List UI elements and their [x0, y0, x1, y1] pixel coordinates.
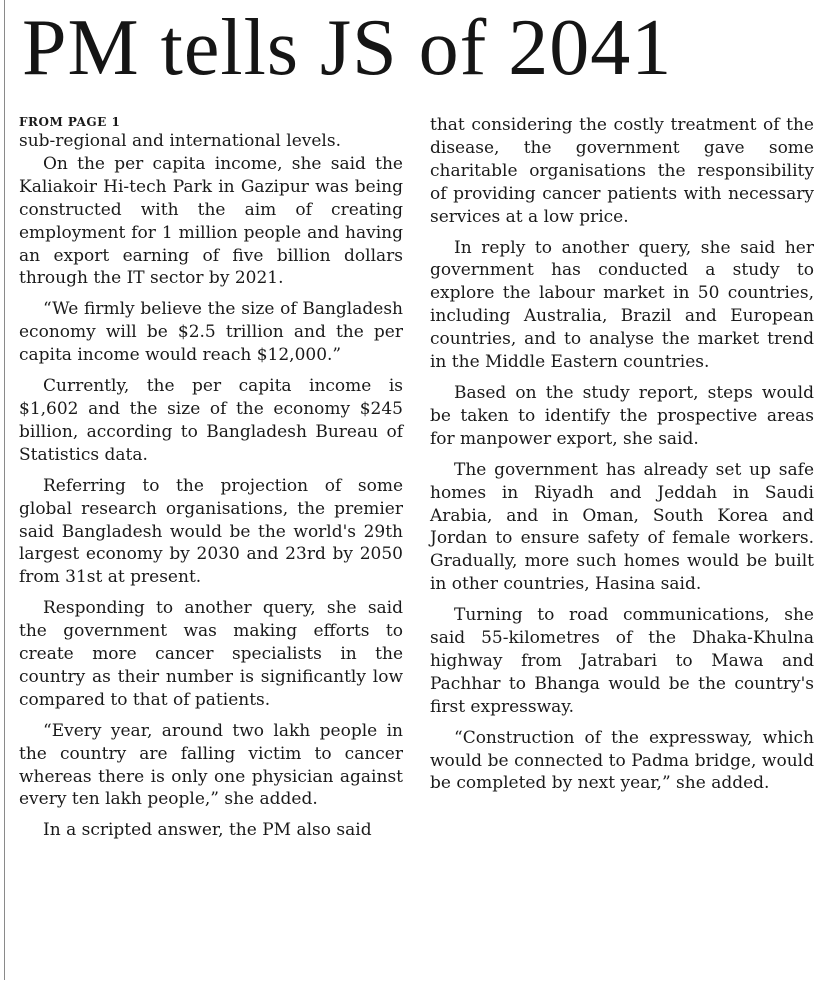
- paragraph-per-capita: Currently, the per capita income is $1,602 and the size of the economy $245 billion, according to Bangladesh Bureau of Statistics data.: [19, 376, 403, 465]
- headline: PM tells JS of 2041: [22, 4, 673, 92]
- paragraph-quote-expressway: “Construction of the expressway, which would be connected to Padma bridge, would be completed by next year,” she added.: [430, 727, 814, 794]
- paragraph-continued: sub-regional and international levels.: [19, 131, 341, 151]
- paragraph-quote-economy: “We firmly believe the size of Bangladesh economy will be $2.5 trillion and the per capita income would reach $12,000.”: [19, 299, 403, 366]
- article-column-left: [19, 114, 403, 850]
- paragraph-kaliakoir: On the per capita income, she said the Kaliakoir Hi-tech Park in Gazipur was being constructed with the aim of creating employment for 1 million people and having an export earning of five billion dollars through the IT sector by 2021.: [19, 153, 403, 289]
- paragraph-road-communications: Turning to road communications, she said 55-kilometres of the Dhaka-Khulna highway from Jatrabari to Mawa and Pachhar to Bhanga would be the country's first expressway.: [430, 605, 814, 717]
- article-column-right: [430, 114, 814, 803]
- paragraph-labour-market: In reply to another query, she said her government has conducted a study to explore the labour market in 50 countries, including Australia, Brazil and European countries, and to analyse the market trend in the Middle Eastern countries.: [430, 237, 814, 373]
- paragraph-study-report: Based on the study report, steps would be taken to identify the prospective areas for manpower export, she said.: [430, 382, 814, 449]
- paragraph-quote-cancer: “Every year, around two lakh people in the country are falling victim to cancer whereas there is only one physician against every ten lakh people,” she added.: [19, 720, 403, 810]
- column-rule-left: [4, 0, 5, 980]
- paragraph-cancer-specialists: Responding to another query, she said the government was making efforts to create more cancer specialists in the country as their number is significantly low compared to that of patients.: [19, 598, 403, 710]
- paragraph-projection: Referring to the projection of some global research organisations, the premier said Bangladesh would be the world's 29th largest economy by 2030 and 23rd by 2050 from 31st at present.: [19, 475, 403, 588]
- paragraph-scripted-answer: In a scripted answer, the PM also said: [43, 820, 372, 841]
- paragraph-continued-treatment: that considering the costly treatment of the disease, the government gave some charitable organisations the responsibility of providing cancer patients with necessary services at a low price.: [430, 115, 814, 227]
- kicker-from-page: FROM PAGE 1: [19, 115, 121, 129]
- paragraph-safe-homes: The government has already set up safe homes in Riyadh and Jeddah in Saudi Arabia, and in Oman, South Korea and Jordan to ensure safety of female workers. Gradually, more such homes would be built in other countries, Hasina said.: [430, 459, 814, 595]
